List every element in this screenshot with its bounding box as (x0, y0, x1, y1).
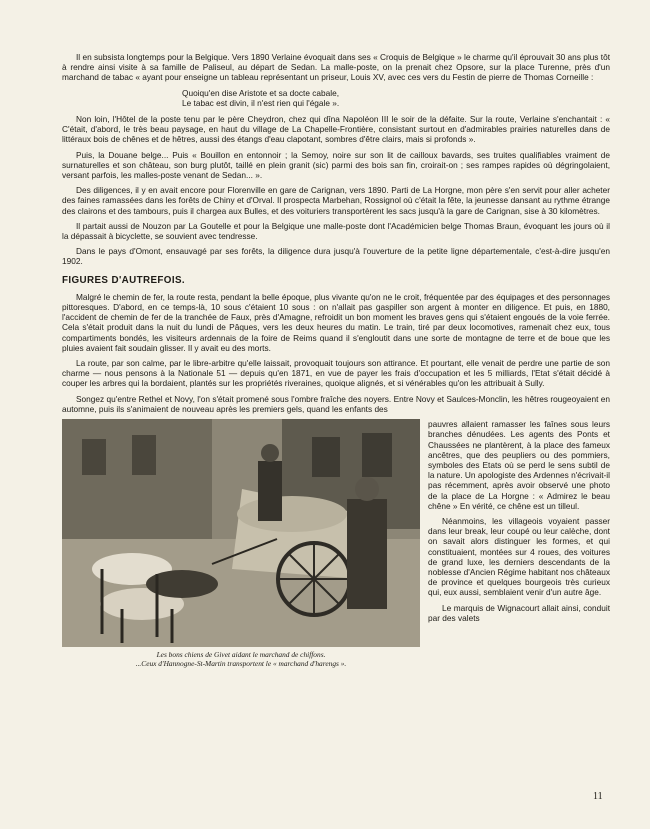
page-number: 11 (593, 791, 603, 802)
paragraph: La route, par son calme, par le libre-arbitre qu'elle laissait, provoquait toujours son attirance. Et pourtant, elle venait de perdre une partie de son charme — nous pensons à la Nationale 51 — depuis qu'en 1871, en vue de payer les frais d'occupation et les 5 milliards, l'Etat s'était décidé à couper les arbres qui la bordaient, plantés sur les propriétés riveraines, quoique alignés, et si vénérables qu'on les attribuait à Sully. (62, 358, 610, 389)
caption-line: ...Ceux d'Hannogne-St-Martin transportent le « marchand d'harengs ». (135, 659, 347, 669)
figure-with-text (62, 419, 610, 670)
caption-line: Les bons chiens de Givet aidant le marchand de chiffons. (156, 650, 326, 660)
paragraph: Le marquis de Wignacourt allait ainsi, conduit par des valets (428, 602, 610, 623)
paragraph: Songez qu'entre Rethel et Novy, l'on s'était promené sous l'ombre fraîche des noyers. Entre Novy et Saulces-Monclin, les hêtres rougeoyaient en automne, puis ils s'animaient de nouveau après les premiers gels, quand les enfants des (62, 393, 610, 414)
quote-line: Le tabac est divin, il n'est rien qui l'égale ». (182, 97, 340, 108)
figure-caption (62, 650, 420, 668)
paragraph: Néanmoins, les villageois voyaient passer dans leur break, leur coupé ou leur calèche, dont on savait alors distinguer les formes, et qui constituaient, montées sur 4 roues, des voitures de grand luxe, les derniers descendants de la noblesse d'Ancien Régime habitant nos châteaux de province et quelques bourgeois très curieux qui, eux aussi, semblaient venir d'un autre âge. (428, 515, 610, 598)
section-heading: FIGURES D'AUTREFOIS. (62, 274, 185, 286)
dog-cart-photo (62, 419, 420, 647)
page-body (62, 52, 610, 670)
paragraph: Non loin, l'Hôtel de la poste tenu par le père Cheydron, chez qui dîna Napoléon III le soir de la défaite. Sur la route, Verlaine s'enchantait : « C'était, d'abord, le très beau paysage, en haut du village de La Chapelle-Frontière, consistant surtout en d'admirables prairies naturelles dans de littéraux bois de chênes et de hêtres, aussi des étangs d'eau clapotant, sombres d'être clairs, mais si profonds ». (62, 114, 610, 145)
paragraph: Malgré le chemin de fer, la route resta, pendant la belle époque, plus vivante qu'on ne le croit, fréquentée par des équipages et des personnages pittoresques. D'abord, en ce temps-là, 10 sous c'étaient 10 sous : on n'allait pas gaspiller son argent à monter en diligence. Et puis, en 1880, l'accident de chemin de fer de la tranchée de Faux, près d'Amagne, refroidit un bon moment les braves gens qui s'étaient engoués de la voie ferrée. Cela s'était produit dans la nuit du lundi de Pâques, vers les deux heures du matin. Le train, tiré par deux locomotives, ramenait chez eux, tous compartiments bondés, les visiteurs ardennais de la foire de Reims quand il s'engloutit dans une sorte de montagne de terre et de boue que les pluies avaient fait soudain glisser. Il y avait eu des morts. (62, 291, 610, 353)
paragraph: Des diligences, il y en avait encore pour Florenville en gare de Carignan, vers 1890. Parti de La Horgne, mon père s'en servit pour aller acheter des faines ramassées dans les forêts de Chiny et d'Orval. Il prospecta Marbehan, Rossignol où c'était la fête, la jeunesse dansant au rythme étrange des clairons et des tambours, puis il chargea aux Bulles, et des voituriers transportèrent les sacs jusqu'à la gare de Carignan, sise à 30 kilomètres. (62, 185, 610, 216)
photo-illustration (62, 419, 420, 647)
paragraph: Il en subsista longtemps pour la Belgique. Vers 1890 Verlaine évoquait dans ses « Croquis de Belgique » le charme qu'il éprouvait 30 ans plus tôt à rendre ainsi visite à sa famille de Paliseul, au départ de Sedan. La malle-poste, on la prenait chez Opsore, sur la place Turenne, près d'un marchand de tabac « ayant pour enseigne un tableau représentant un priseur, Louis XV, avec ces vers du Festin de pierre de Thomas Corneille : (62, 52, 610, 83)
paragraph: Il partait aussi de Nouzon par La Goutelle et pour la Belgique une malle-poste dont l'Académicien belge Thomas Braun, évoquant les jours où il la dépassait à bicyclette, se souvient avec tendresse. (62, 220, 610, 242)
paragraph: pauvres allaient ramasser les faînes sous leurs branches dénudées. Les agents des Ponts et Chaussées ne plantèrent, à la place des fameux ancêtres, que des peupliers ou des pommiers, symboles des Etats où se perd le sens subtil de la nature. Un apologiste des Ardennes n'écrivait-il pas récemment, après avoir observé une photo de la place de La Horgne : « Admirez le beau chêne » En vérité, ce chêne est un tilleul. (428, 419, 610, 511)
paragraph: Puis, la Douane belge... Puis « Bouillon en entonnoir ; la Semoy, noire sur son lit de cailloux bavards, ses truites qualifiables vraiment de surnaturelles et son château, son burg plutôt, taillé en plein granit (sic) parmi des bois san fin, croirait-on ; ses rampes rapides où dégringolaient, versant parfois, les malles-poste venant de Sedan... ». (62, 149, 610, 181)
quote-line: Quoiqu'en dise Aristote et sa docte cabale, (182, 87, 340, 98)
verse-quote (182, 88, 610, 108)
paragraph: Dans le pays d'Omont, ensauvagé par ses forêts, la diligence dura jusqu'à l'ouverture de la petite ligne départementale, c'est-à-dire jusqu'en 1902. (62, 246, 610, 267)
figure (62, 419, 420, 668)
